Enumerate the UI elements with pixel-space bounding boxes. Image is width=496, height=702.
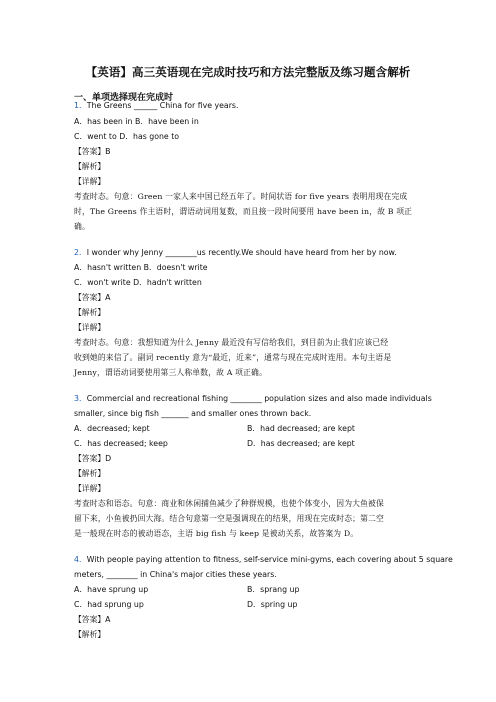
- question-2-detail-label: 【详解】: [74, 323, 106, 332]
- question-2-explanation-line: 考查时态。句意：我想知道为什么 Jenny 最近没有写信给我们，到目前为止我们应该已经: [74, 338, 389, 347]
- question-text: With people paying attention to fitness, self-service mini-gyms, each covering about 5 square: [86, 555, 453, 564]
- question-4-option-d: D．spring up: [247, 600, 298, 609]
- question-3-stem: [74, 394, 432, 404]
- question-3-detail-label: 【详解】: [74, 484, 106, 493]
- question-1-explanation-line: 考查时态。句意：Green 一家人来中国已经五年了。时间状语 for five years 表明用现在完成: [74, 192, 408, 201]
- question-3-option-b: B．had decreased; are kept: [247, 424, 355, 433]
- question-3-option-a: A．decreased; kept: [74, 424, 150, 433]
- document-title: 【英语】高三英语现在完成时技巧和方法完整版及练习题含解析: [85, 65, 411, 79]
- question-text: I wonder why Jenny ________us recently.We should have heard from her by now.: [86, 248, 397, 257]
- question-4-answer: 【答案】A: [74, 615, 111, 624]
- question-4-option-a: A．have sprung up: [74, 585, 149, 594]
- question-1-detail-label: 【详解】: [74, 177, 106, 186]
- question-1-analysis-label: 【解析】: [74, 162, 106, 171]
- question-2-analysis-label: 【解析】: [74, 308, 106, 317]
- question-text: The Greens ______ China for five years.: [86, 101, 239, 110]
- question-2-stem: [74, 248, 397, 258]
- question-number: 2．: [74, 248, 87, 257]
- question-3-answer: 【答案】D: [74, 454, 112, 463]
- question-4-option-c: C．had sprung up: [74, 600, 144, 609]
- question-text: Commercial and recreational fishing ________ population sizes and also made individuals: [86, 394, 432, 403]
- question-1-answer: 【答案】B: [74, 147, 111, 156]
- question-number: 3．: [74, 394, 87, 403]
- question-number: 1．: [74, 101, 87, 110]
- question-2-explanation-line: 收到她的来信了。副词 recently 意为“最近，近来”，通常与现在完成时连用。本句主语是: [74, 353, 392, 362]
- question-2-options-cd: C．won't write D．hadn't written: [74, 278, 202, 287]
- question-1-stem: [74, 101, 238, 111]
- question-1-explanation-line: 确。: [74, 222, 90, 231]
- question-3-stem-continued: smaller, since big fish _______ and smaller ones thrown back.: [74, 409, 312, 418]
- question-1-options-ab: A．has been in B．have been in: [74, 117, 199, 126]
- question-4-stem: [74, 555, 453, 565]
- question-2-explanation-line: Jenny，谓语动词要使用第三人称单数，故 A 项正确。: [74, 368, 267, 377]
- question-number: 4．: [74, 555, 87, 564]
- question-4-analysis-label: 【解析】: [74, 630, 106, 639]
- question-3-explanation-line: 留下来，小鱼被扔回大海。结合句意第一空是强调现在的结果，用现在完成时态；第二空: [74, 514, 384, 523]
- question-4-option-b: B．sprang up: [247, 585, 300, 594]
- question-3-explanation-line: 是一般现在时态的被动语态，主语 big fish 与 keep 是被动关系，故答案为 D。: [74, 529, 359, 538]
- section-heading: 一、单项选择现在完成时: [74, 93, 174, 103]
- question-4-stem-continued: meters, ________ in China's major cities these years.: [74, 570, 277, 579]
- question-3-analysis-label: 【解析】: [74, 469, 106, 478]
- question-2-options-ab: A．hasn't written B．doesn't write: [74, 263, 208, 272]
- question-1-explanation-line: 时，The Greens 作主语时，谓语动词用复数，而且接一段时间要用 have been in，故 B 项正: [74, 207, 413, 216]
- question-3-option-d: D．has decreased; are kept: [247, 439, 355, 448]
- question-3-option-c: C．has decreased; keep: [74, 439, 168, 448]
- question-3-explanation-line: 考查时态和语态。句意：商业和休闲捕鱼减少了种群规模，也使个体变小，因为大鱼被保: [74, 499, 384, 508]
- question-2-answer: 【答案】A: [74, 293, 111, 302]
- question-1-options-cd: C．went to D．has gone to: [74, 132, 180, 141]
